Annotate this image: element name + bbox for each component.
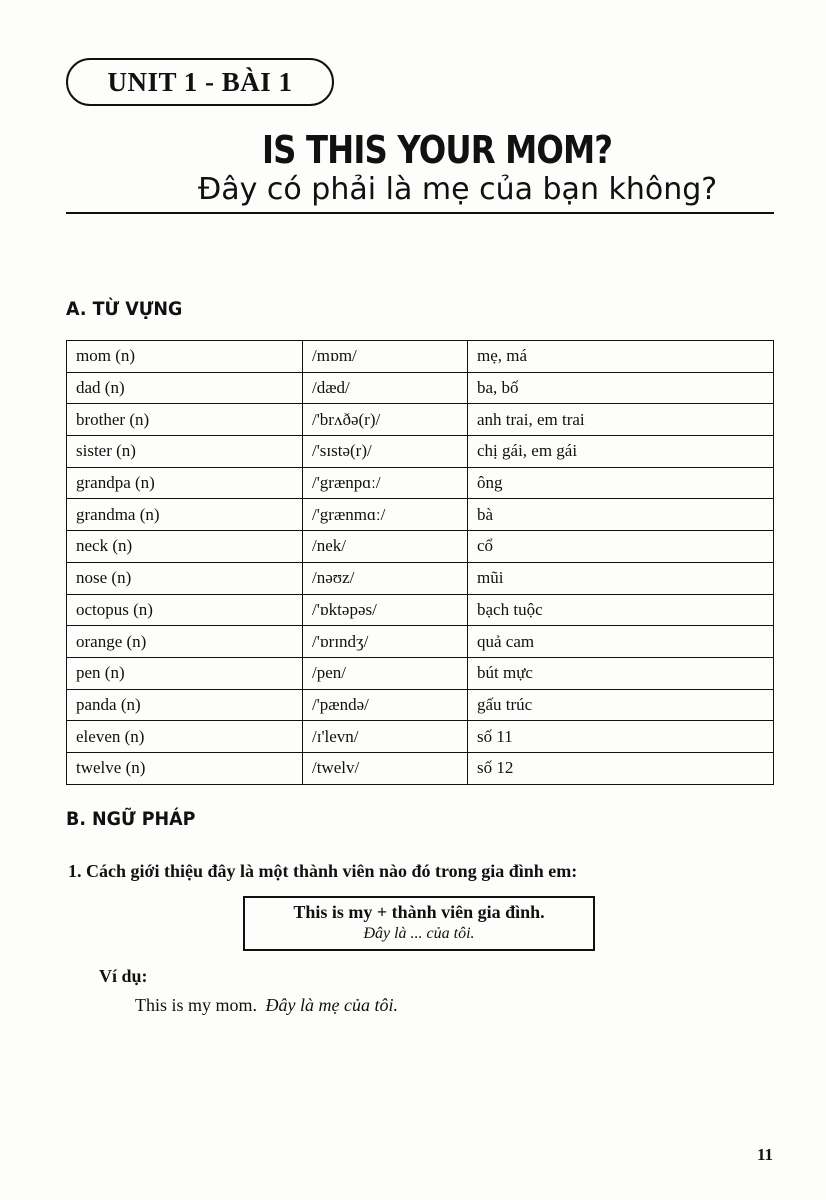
table-row [67,341,774,373]
example-english: This is my mom. [135,995,258,1015]
vocab-word: octopus (n) [67,594,303,626]
vocab-pronunciation: /nek/ [303,531,468,563]
vocabulary-table [66,340,774,785]
vocab-pronunciation: /mɒm/ [303,341,468,373]
example-sentence [135,995,398,1016]
table-row [67,752,774,784]
title-underline [66,212,774,214]
vocab-pronunciation: /'grænmɑː/ [303,499,468,531]
vocab-word: orange (n) [67,626,303,658]
vocab-meaning: gấu trúc [468,689,774,721]
vocab-word: dad (n) [67,372,303,404]
vocab-meaning: chị gái, em gái [468,436,774,468]
vocab-pronunciation: /'sɪstə(r)/ [303,436,468,468]
formula-translation: Đây là ... của tôi. [363,925,475,942]
table-row [67,436,774,468]
table-row [67,467,774,499]
formula-text: This is my + thành viên gia đình. [293,902,545,922]
table-row [67,721,774,753]
vocab-pronunciation: /nəʊz/ [303,562,468,594]
vocab-pronunciation: /dæd/ [303,372,468,404]
grammar-heading: B. NGỮ PHÁP [66,808,196,830]
table-row [67,594,774,626]
vocab-word: pen (n) [67,657,303,689]
table-row [67,372,774,404]
vocab-word: brother (n) [67,404,303,436]
table-row [67,499,774,531]
table-row [67,689,774,721]
table-row [67,562,774,594]
vocab-pronunciation: /ɪ'levn/ [303,721,468,753]
vocab-pronunciation: /twelv/ [303,752,468,784]
table-row [67,531,774,563]
vocab-meaning: ông [468,467,774,499]
vocab-word: grandma (n) [67,499,303,531]
vocab-pronunciation: /'ɒrɪndʒ/ [303,626,468,658]
vocab-meaning: số 11 [468,721,774,753]
vocab-meaning: quả cam [468,626,774,658]
table-row [67,404,774,436]
vocabulary-heading: A. TỪ VỰNG [66,298,183,320]
vocab-meaning: anh trai, em trai [468,404,774,436]
vocab-meaning: bạch tuộc [468,594,774,626]
vocab-pronunciation: /'pændə/ [303,689,468,721]
vocab-pronunciation: /'brʌðə(r)/ [303,404,468,436]
formula-box [243,896,595,951]
vocab-word: mom (n) [67,341,303,373]
vocab-pronunciation: /'ɒktəpəs/ [303,594,468,626]
lesson-title: IS THIS YOUR MOM? [262,128,613,172]
vocab-pronunciation: /pen/ [303,657,468,689]
vocab-meaning: số 12 [468,752,774,784]
vocab-meaning: ba, bố [468,372,774,404]
vocab-word: nose (n) [67,562,303,594]
vocab-word: eleven (n) [67,721,303,753]
vocab-word: neck (n) [67,531,303,563]
vocab-meaning: cổ [468,531,774,563]
vocab-word: grandpa (n) [67,467,303,499]
grammar-point-1: 1. Cách giới thiệu đây là một thành viên nào đó trong gia đình em: [68,861,578,881]
table-row [67,657,774,689]
example-label: Ví dụ: [99,966,148,986]
vocab-meaning: mẹ, má [468,341,774,373]
vocab-word: sister (n) [67,436,303,468]
vocab-meaning: bà [468,499,774,531]
unit-badge: UNIT 1 - BÀI 1 [66,58,334,106]
vocab-pronunciation: /'grænpɑː/ [303,467,468,499]
vocab-word: twelve (n) [67,752,303,784]
vocab-meaning: bút mực [468,657,774,689]
vocab-word: panda (n) [67,689,303,721]
example-vietnamese: Đây là mẹ của tôi. [265,995,398,1015]
vocab-meaning: mũi [468,562,774,594]
page-number: 11 [757,1145,774,1164]
table-row [67,626,774,658]
lesson-subtitle: Đây có phải là mẹ của bạn không? [198,172,718,207]
